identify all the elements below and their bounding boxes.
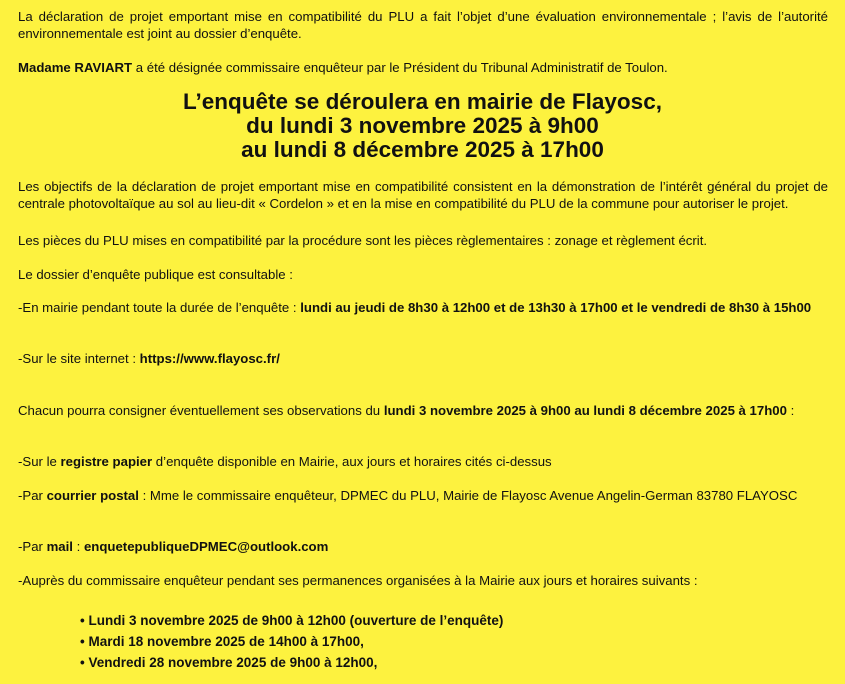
observations-mail: -Par mail : enquetepubliqueDPMEC@outlook.com	[18, 539, 329, 554]
observations-registre: -Sur le registre papier d’enquête disponible en Mairie, aux jours et horaires cités ci-dessus	[18, 454, 552, 469]
plu-pieces-text: Les pièces du PLU mises en compatibilité par la procédure sont les pièces règlementaires : zonage et règlement écrit.	[18, 233, 708, 248]
env-notice: La déclaration de projet emportant mise en compatibilité du PLU a fait l’objet d’une évaluation environnementale ; l’avis de l’autorité environnementale est joint au dossier d’enquête.	[18, 9, 828, 41]
permanences-list	[80, 610, 503, 673]
observations-courrier: -Par courrier postal : Mme le commissaire enquêteur, DPMEC du PLU, Mairie de Flayosc Avenue Angelin-German 83780 FLAYOSC	[18, 488, 798, 503]
mail-address-link[interactable]: enquetepubliqueDPMEC@outlook.com	[83, 539, 329, 554]
headline-line-3: au lundi 8 décembre 2025 à 17h00	[241, 137, 604, 162]
site-link[interactable]: https://www.flayosc.fr/	[139, 351, 280, 366]
observations-intro: Chacun pourra consigner éventuellement ses observations du lundi 3 novembre 2025 à 9h00 au lundi 8 décembre 2025 à 17h00 :	[18, 403, 795, 418]
commissioner-name: Madame RAVIART	[18, 60, 133, 75]
headline-line-2: du lundi 3 novembre 2025 à 9h00	[246, 113, 599, 138]
mairie-hours: lundi au jeudi de 8h30 à 12h00 et de 13h30 à 17h00 et le vendredi de 8h30 à 15h00	[300, 300, 812, 315]
list-item: • Vendredi 28 novembre 2025 de 9h00 à 12h00,	[80, 652, 503, 673]
consultation-mairie: -En mairie pendant toute la durée de l’enquête : lundi au jeudi de 8h30 à 12h00 et de 13h30 à 17h00 et le vendredi de 8h30 à 15h00	[18, 300, 812, 315]
permanences-intro: -Auprès du commissaire enquêteur pendant ses permanences organisées à la Mairie aux jours et horaires suivants :	[18, 573, 698, 588]
consultation-intro: Le dossier d’enquête publique est consultable :	[18, 267, 293, 282]
headline	[0, 90, 845, 162]
objectives-text: Les objectifs de la déclaration de projet emportant mise en compatibilité consistent en la démonstration de l’intérêt général du projet de centrale photovoltaïque au sol au lieu-dit « Cordelon » et en la mise en compatibilité du PLU de la commune pour autoriser le projet.	[18, 179, 828, 211]
observations-period: lundi 3 novembre 2025 à 9h00 au lundi 8 décembre 2025 à 17h00	[383, 403, 787, 418]
commissioner-line: Madame RAVIART a été désignée commissaire enquêteur par le Président du Tribunal Administratif de Toulon.	[18, 60, 668, 75]
headline-line-1: L’enquête se déroulera en mairie de Flayosc,	[183, 89, 662, 114]
list-item: • Mardi 18 novembre 2025 de 14h00 à 17h00,	[80, 631, 503, 652]
consultation-site: -Sur le site internet : https://www.flayosc.fr/	[18, 351, 280, 366]
list-item: • Lundi 3 novembre 2025 de 9h00 à 12h00 (ouverture de l’enquête)	[80, 610, 503, 631]
